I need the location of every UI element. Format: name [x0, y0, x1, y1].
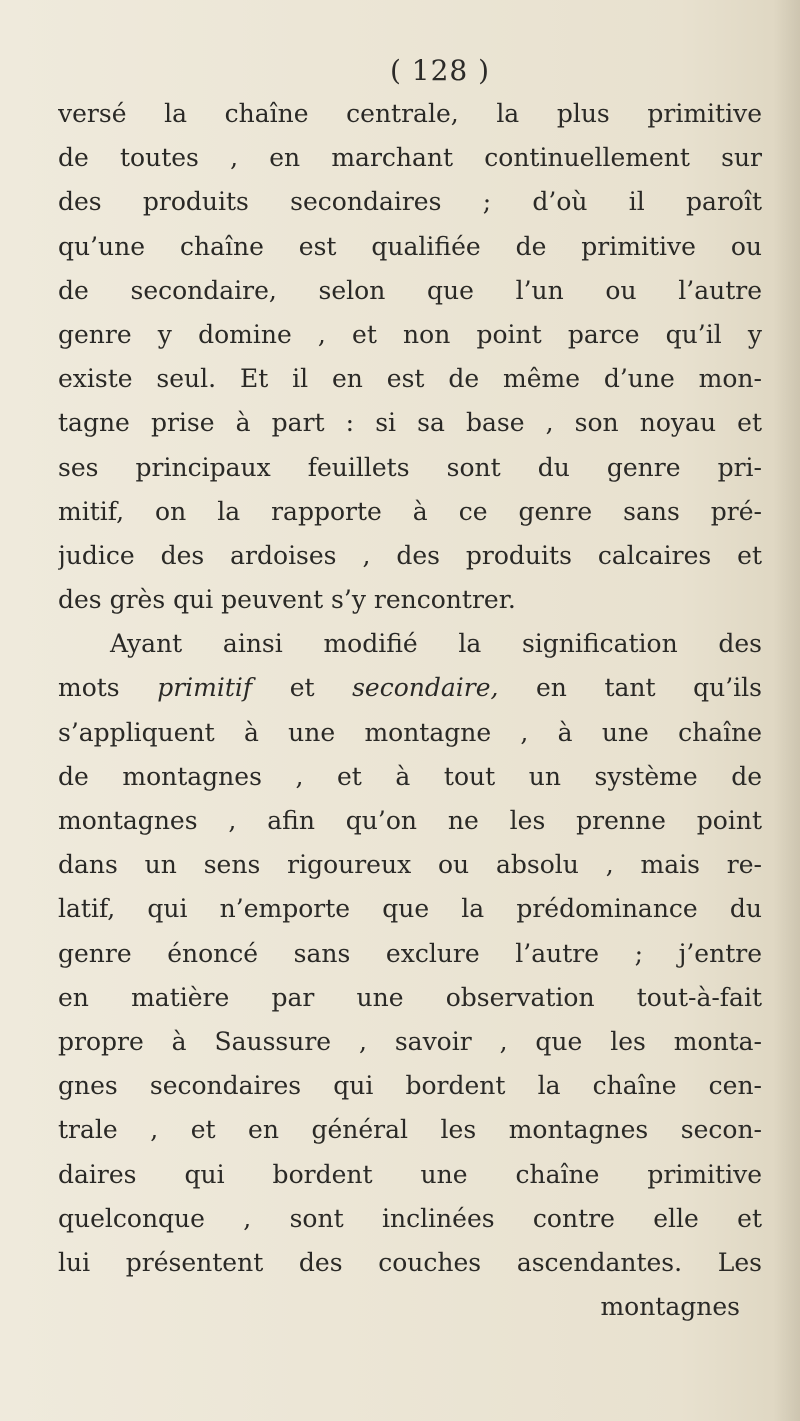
italic-term-secondaire: secondaire,: [352, 673, 499, 703]
page-number: ( 128 ): [389, 54, 491, 87]
text-line: en matière par une observation tout-à-fait: [58, 982, 762, 1012]
catchword: montagnes: [600, 1292, 740, 1322]
text-line: tagne prise à part : si sa base , son noyau et: [58, 408, 762, 438]
text-line: existe seul. Et il en est de même d’une mon-: [58, 364, 762, 394]
text-line: quelconque , sont inclinées contre elle et: [58, 1203, 762, 1233]
text-line: propre à Saussure , savoir , que les monta-: [58, 1026, 762, 1056]
text-line: lui présentent des couches ascendantes. Les: [58, 1247, 762, 1277]
paragraph-end-line: des grès qui peuvent s’y rencontrer.: [58, 585, 516, 615]
text-line: daires qui bordent une chaîne primitive: [58, 1159, 762, 1189]
text-line: des produits secondaires ; d’où il paroît: [58, 187, 762, 217]
text-run: et: [252, 673, 353, 703]
text-line: trale , et en général les montagnes secon-: [58, 1115, 762, 1145]
text-line: de toutes , en marchant continuellement sur: [58, 143, 762, 173]
text-line: genre énoncé sans exclure l’autre ; j’entre: [58, 938, 762, 968]
text-line: qu’une chaîne est qualifiée de primitive ou: [58, 231, 762, 261]
text-line: s’appliquent à une montagne , à une chaîne: [58, 717, 762, 747]
text-line: judice des ardoises , des produits calcaires et: [58, 540, 762, 570]
text-line: ses principaux feuillets sont du genre pri-: [58, 452, 762, 482]
page-edge-shadow: [774, 0, 800, 1421]
text-line: dans un sens rigoureux ou absolu , mais re-: [58, 850, 762, 880]
text-line: latif, qui n’emporte que la prédominance du: [58, 894, 762, 924]
text-line: mitif, on la rapporte à ce genre sans pré-: [58, 496, 762, 526]
text-run: mots: [58, 673, 158, 703]
text-line: de montagnes , et à tout un système de: [58, 761, 762, 791]
text-line: versé la chaîne centrale, la plus primitive: [58, 99, 762, 128]
italic-term-primitif: primitif: [157, 673, 253, 703]
text-line: gnes secondaires qui bordent la chaîne cen-: [58, 1071, 762, 1101]
text-line-with-italics: [58, 666, 762, 710]
paragraph-start-line: Ayant ainsi modifié la signification des: [110, 629, 762, 659]
text-line: de secondaire, selon que l’un ou l’autre: [58, 275, 762, 305]
text-line: montagnes , afin qu’on ne les prenne point: [58, 806, 762, 835]
text-run: en tant qu’ils: [498, 673, 762, 703]
text-line: genre y domine , et non point parce qu’il y: [58, 319, 762, 349]
body-text: [58, 92, 762, 1329]
